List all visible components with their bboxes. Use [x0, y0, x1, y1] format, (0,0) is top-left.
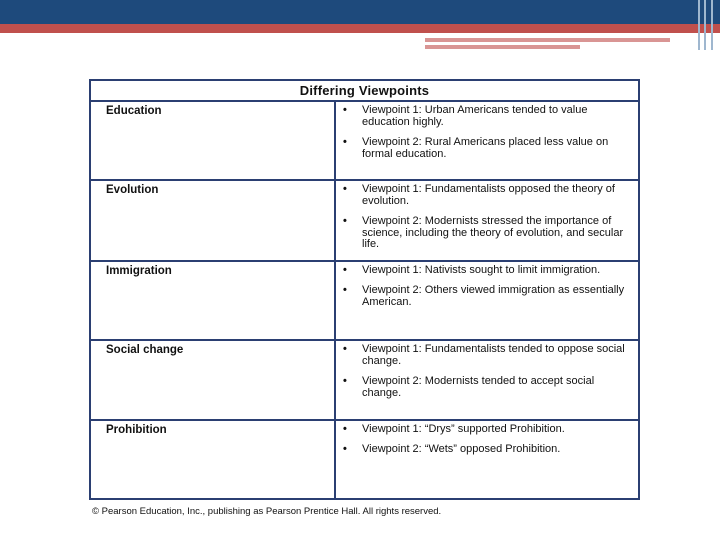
- table-row: [91, 102, 638, 181]
- viewpoint-text: Viewpoint 2: Rural Americans placed less value on formal education.: [362, 136, 609, 160]
- viewpoint-item: [343, 444, 628, 456]
- viewpoints-cell: [336, 181, 638, 260]
- viewpoint-text: Viewpoint 1: Urban Americans tended to value education highly.: [362, 104, 588, 128]
- decorative-vertical-line: [711, 0, 713, 50]
- viewpoint-text: Viewpoint 2: “Wets” opposed Prohibition.: [362, 443, 561, 456]
- bullet-icon: •: [343, 263, 347, 276]
- table-row: [91, 181, 638, 262]
- table-row: [91, 341, 638, 420]
- red-accent-stripe: [0, 24, 720, 33]
- table-row: [91, 421, 638, 498]
- decorative-vertical-line: [704, 0, 706, 50]
- viewpoint-text: Viewpoint 1: Nativists sought to limit immigration.: [362, 263, 601, 276]
- topic-cell: Evolution: [91, 181, 336, 260]
- viewpoint-text: Viewpoint 2: Modernists tended to accept social change.: [362, 375, 595, 399]
- viewpoint-item: [343, 184, 628, 207]
- viewpoints-cell: [336, 102, 638, 179]
- viewpoints-cell: [336, 421, 638, 498]
- table-title: Differing Viewpoints: [91, 81, 638, 102]
- viewpoint-item: [343, 216, 628, 251]
- viewpoint-item: [343, 265, 628, 277]
- viewpoint-item: [343, 105, 628, 128]
- bullet-icon: •: [343, 284, 347, 297]
- bullet-icon: •: [343, 136, 347, 148]
- viewpoint-text: Viewpoint 2: Others viewed immigration as essentially American.: [362, 284, 625, 308]
- bullet-icon: •: [343, 443, 347, 456]
- copyright-footer: © Pearson Education, Inc., publishing as Pearson Prentice Hall. All rights reserved.: [92, 506, 442, 517]
- top-banner-bar: [0, 0, 720, 24]
- viewpoint-text: Viewpoint 1: “Drys” supported Prohibition.: [362, 422, 565, 435]
- accent-line-upper: [425, 38, 670, 42]
- viewpoint-item: [343, 376, 628, 399]
- viewpoint-text: Viewpoint 1: Fundamentalists tended to oppose social change.: [362, 343, 625, 367]
- bullet-icon: •: [343, 183, 347, 196]
- viewpoints-cell: [336, 341, 638, 418]
- decorative-vertical-line: [698, 0, 700, 50]
- accent-line-lower: [425, 45, 580, 49]
- viewpoint-text: Viewpoint 1: Fundamentalists opposed the theory of evolution.: [362, 183, 615, 207]
- viewpoints-table: [89, 79, 640, 500]
- bullet-icon: •: [343, 104, 347, 116]
- viewpoint-item: [343, 344, 628, 367]
- topic-cell: Social change: [91, 341, 336, 418]
- viewpoint-item: [343, 285, 628, 308]
- bullet-icon: •: [343, 422, 347, 435]
- viewpoint-item: [343, 424, 628, 436]
- topic-cell: Immigration: [91, 262, 336, 339]
- topic-cell: Prohibition: [91, 421, 336, 498]
- table-row: [91, 262, 638, 341]
- bullet-icon: •: [343, 215, 347, 228]
- viewpoints-cell: [336, 262, 638, 339]
- bullet-icon: •: [343, 375, 347, 388]
- topic-cell: Education: [91, 102, 336, 179]
- viewpoint-item: [343, 137, 628, 160]
- viewpoint-text: Viewpoint 2: Modernists stressed the importance of science, including the theory of evolution, and secular life.: [362, 215, 624, 251]
- bullet-icon: •: [343, 343, 347, 356]
